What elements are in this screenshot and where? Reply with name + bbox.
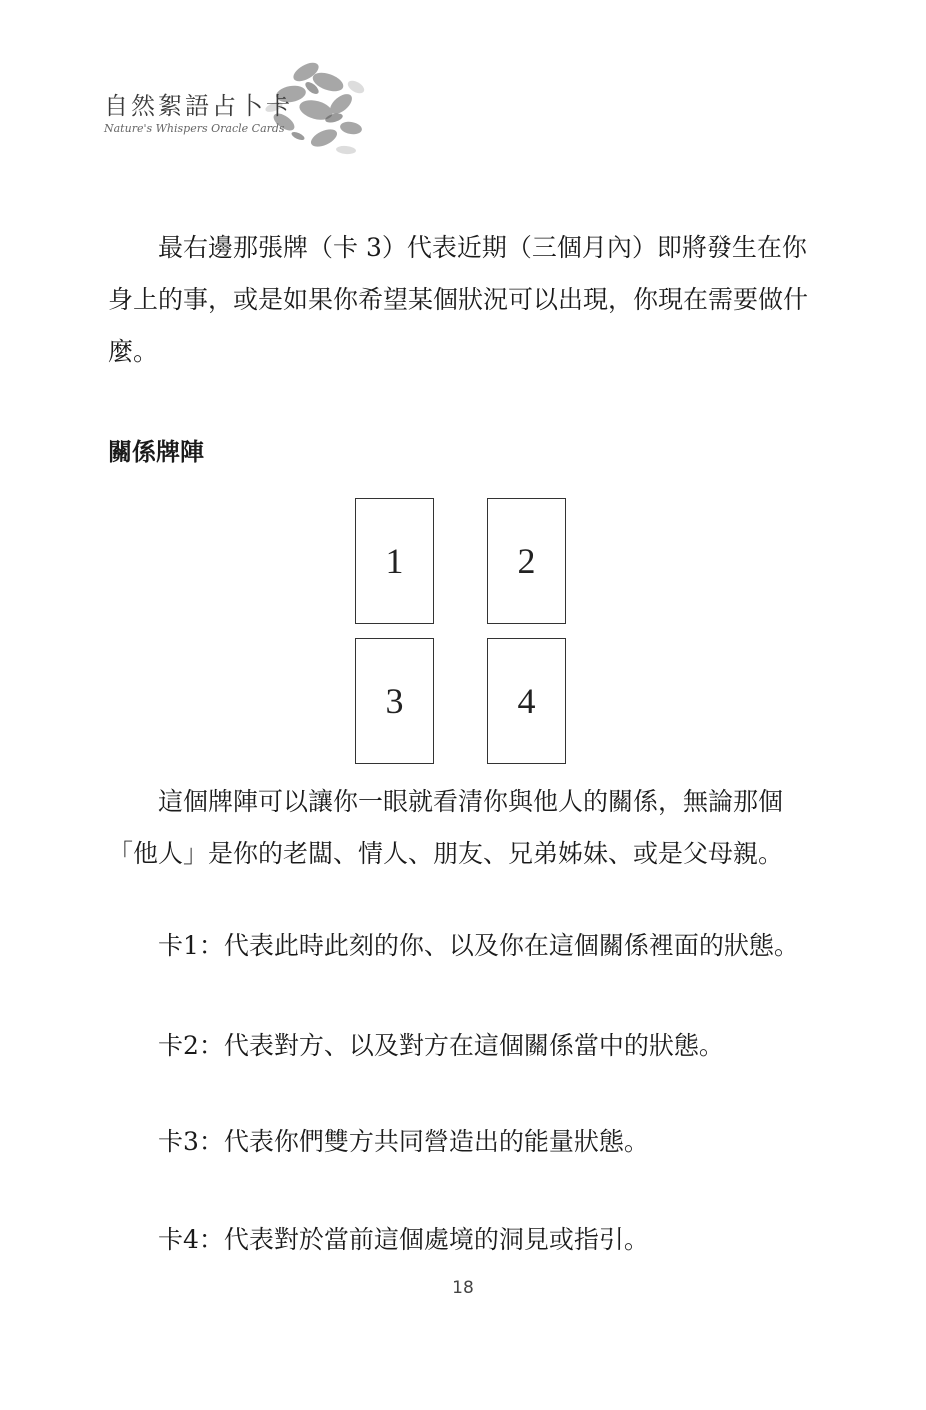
position-text: 代表你們雙方共同營造出的能量狀態。 [223,1127,649,1156]
position-label: 卡2： [158,1031,224,1060]
intro-text: 最右邊那張牌（卡 3）代表近期（三個月內）即將發生在你身上的事，或是如果你希望某個狀況可以出現，你現在需要做什麼。 [108,233,809,366]
section-heading: 關係牌陣 [108,438,204,466]
position-text: 代表對方、以及對方在這個關係當中的狀態。 [223,1031,724,1060]
spread-card-4: 4 [487,638,566,764]
intro-paragraph [108,222,820,378]
position-label: 卡1： [158,931,224,960]
book-subtitle: Nature's Whispers Oracle Cards [104,122,285,135]
position-item-1 [158,926,799,966]
page-number: 18 [452,1278,474,1298]
spread-card-2: 2 [487,498,566,624]
description-paragraph [108,776,820,880]
position-item-2 [158,1026,724,1066]
position-label: 卡4： [158,1225,224,1254]
spread-card-1: 1 [355,498,434,624]
spread-card-3: 3 [355,638,434,764]
position-text: 代表對於當前這個處境的洞見或指引。 [223,1225,649,1254]
position-text: 代表此時此刻的你、以及你在這個關係裡面的狀態。 [223,931,799,960]
position-label: 卡3： [158,1127,224,1156]
position-item-3 [158,1122,649,1162]
description-text: 這個牌陣可以讓你一眼就看清你與他人的關係，無論那個「他人」是你的老闆、情人、朋友、兄弟姊妹、或是父母親。 [108,787,784,868]
book-logo [96,52,376,162]
book-title: 自然絮語占卜卡 [104,92,293,120]
position-item-4 [158,1220,649,1260]
